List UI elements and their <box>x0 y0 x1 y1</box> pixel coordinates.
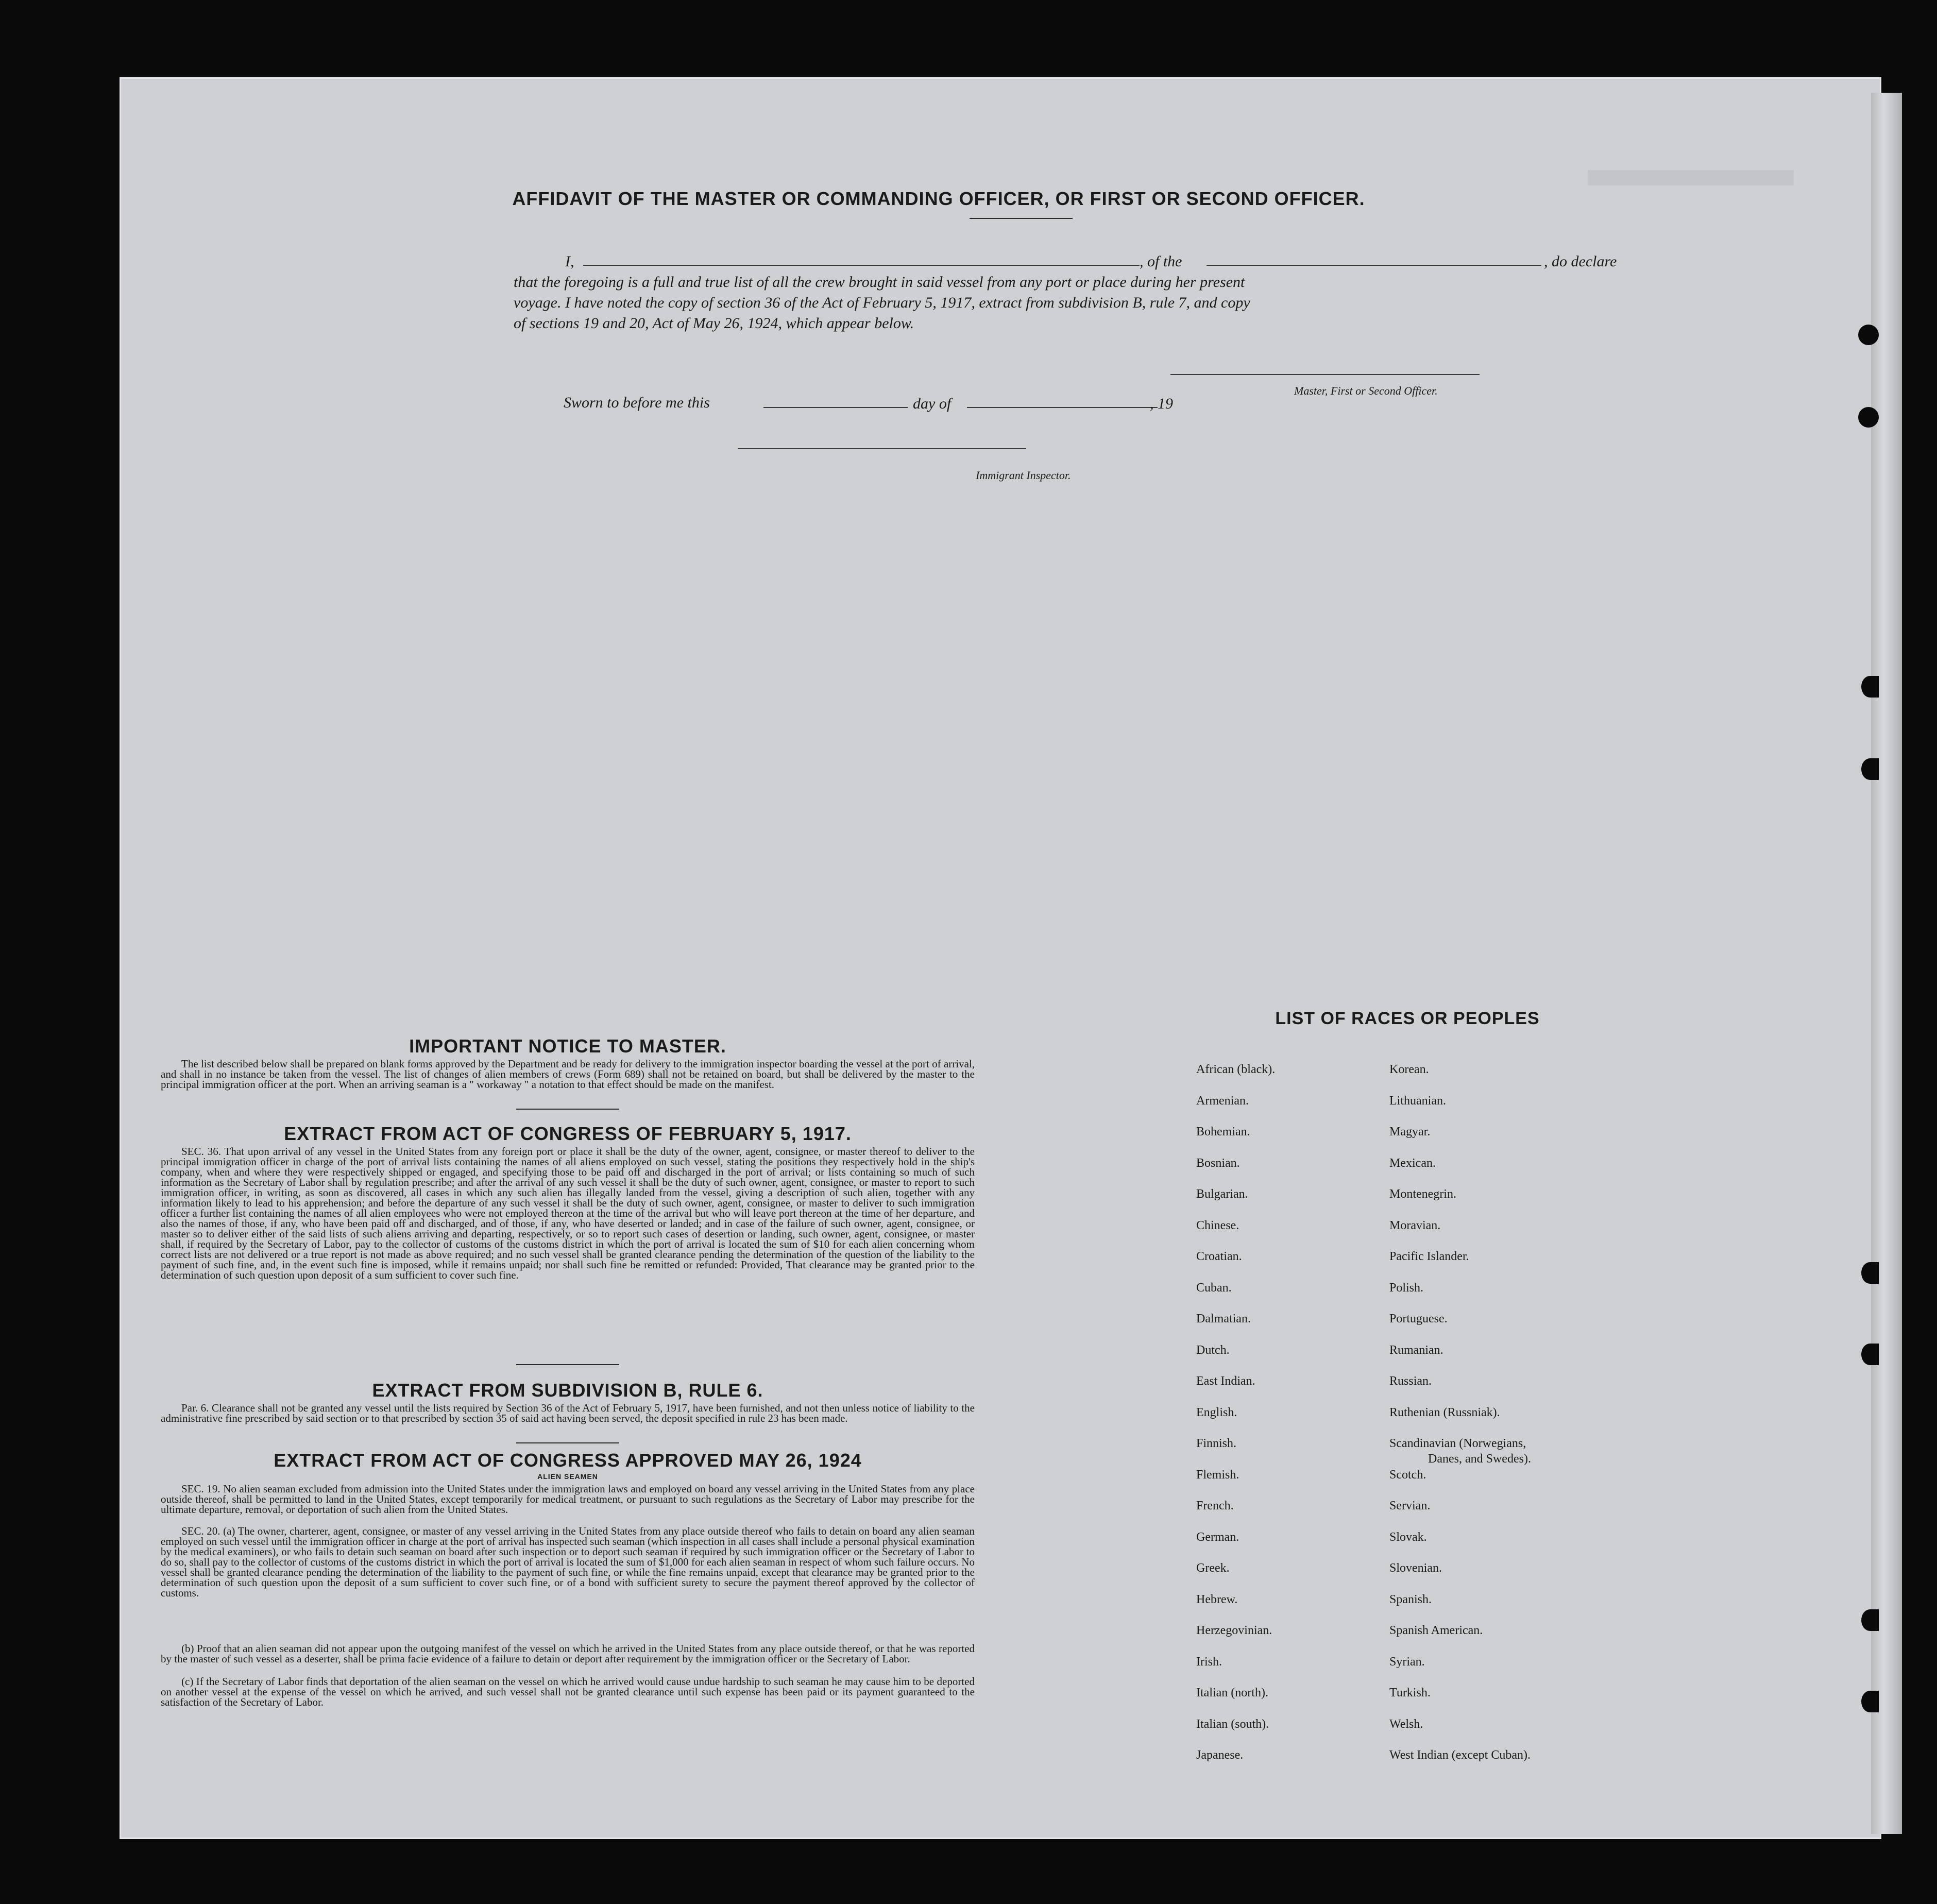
race-item: Slovak. <box>1389 1530 1427 1544</box>
notice-body: The list described below shall be prepared on blank forms approved by the Department and be ready for delivery to the immigration inspector boarding the vessel at the port of arrival, and shall in no instance be taken from the vessel. The list of changes of alien members of crews (Form 689) shall not be retained on board, but shall be delivered by the master to the principal immigration officer at the port. When an arriving seaman is a " workaway " a notation to that effect should be made on the manifest. <box>161 1058 975 1091</box>
race-item: Servian. <box>1389 1499 1431 1512</box>
notice-rule <box>516 1109 619 1110</box>
race-item: Bosnian. <box>1196 1156 1240 1170</box>
race-item: Herzegovinian. <box>1196 1624 1272 1637</box>
binder-hole <box>1861 758 1879 780</box>
binder-hole <box>1861 676 1879 698</box>
binder-hole <box>1861 1691 1879 1712</box>
title-rule <box>970 218 1073 219</box>
affidavit-of-the: , of the <box>1140 253 1182 270</box>
sworn-label: Sworn to before me this <box>564 394 710 411</box>
race-item: Slovenian. <box>1389 1561 1442 1575</box>
subdivision-b-body: Par. 6. Clearance shall not be granted any vessel until the lists required by Section 36 of the Act of February 5, 1917, have been furnished, and not then unless notice of liability to the administrative fine prescribed by said section or to that prescribed by section 35 of said act having been served, the deposit specified in rule 23 has been made. <box>161 1402 975 1424</box>
race-item: Spanish. <box>1389 1592 1432 1606</box>
affidavit-line-4: of sections 19 and 20, Act of May 26, 1924, which appear below. <box>514 315 914 332</box>
master-signature-line[interactable] <box>1170 374 1480 375</box>
race-item: East Indian. <box>1196 1374 1255 1388</box>
race-item: Danes, and Swedes). <box>1428 1452 1531 1466</box>
extract-1924-sec-20b: (b) Proof that an alien seaman did not appear upon the outgoing manifest of the vessel on which he arrived in the United States from any place outside thereof, or that he was reported by the master of such vessel as a deserter, shall be prima facie evidence of a failure to detain or deport after requirement by the immigration officer or the Secretary of Labor. <box>161 1642 975 1665</box>
race-item: German. <box>1196 1530 1239 1544</box>
race-item: Magyar. <box>1389 1125 1431 1138</box>
binder-hole <box>1858 407 1879 428</box>
affidavit-line-2: that the foregoing is a full and true list of all the crew brought in said vessel from any port or place during her present <box>514 274 1245 291</box>
race-item: Cuban. <box>1196 1281 1232 1295</box>
inspector-signature-line[interactable] <box>738 448 1026 449</box>
race-item: Bulgarian. <box>1196 1187 1248 1201</box>
race-item: Lithuanian. <box>1389 1094 1446 1108</box>
extract-1917-body: SEC. 36. That upon arrival of any vessel in the United States from any foreign port or place it shall be the duty of the owner, agent, consignee, or master thereof to deliver to the principal immigration officer in charge of the port of arrival lists containing the names of all aliens employed on such vessel, stating the positions they respectively hold in the ship's company, when and where they were respectively shipped or engaged, and specifying those to be paid off and discharged in the port of arrival; or lists containing so much of such information as the Secretary of Labor shall by regulation prescribe; and after the arrival of any such vessel it shall be the duty of such owner, agent, consignee, or master to report to such immigration officer, in writing, as soon as discovered, all cases in which any such alien has illegally landed from the vessel, giving a description of such alien, together with any information likely to lead to his apprehension; and before the departure of any such vessel it shall be the duty of such owner, agent, consignee, or master to deliver to such immigration officer a further list containing the names of all alien employees who were not employed thereon at the time of the arrival but who will leave port thereon at the time of her departure, and also the names of those, if any, who have been paid off and discharged, and of those, if any, who have deserted or landed; and in case of the failure of such owner, agent, consignee, or master so to deliver either of the said lists of such aliens arriving and departing, respectively, or so to report such cases of desertion or landing, such owner, agent, consignee, or master shall, if required by the Secretary of Labor, pay to the collector of customs of the customs district in which the port of arrival is located the sum of $10 for each alien concerning whom correct lists are not delivered or a true report is not made as above required; and no such vessel shall be granted clearance pending the determination of the question of the liability to the payment of such fine, and, in the event such fine is imposed, while it remains unpaid; nor shall such fine be remitted or refunded: Provided, That clearance may be granted prior to the determination of such question upon deposit of a sum sufficient to cover such fine. <box>161 1145 975 1281</box>
race-item: Italian (north). <box>1196 1686 1268 1699</box>
extract-1924-title: EXTRACT FROM ACT OF CONGRESS APPROVED MAY 26, 1924 <box>274 1450 862 1471</box>
master-label: Master, First or Second Officer. <box>1294 384 1438 397</box>
race-item: Irish. <box>1196 1655 1222 1669</box>
race-item: Scandinavian (Norwegians, <box>1389 1437 1526 1450</box>
race-item: Russian. <box>1389 1374 1432 1388</box>
race-item: Turkish. <box>1389 1686 1431 1699</box>
extract-1924-sec-20c: (c) If the Secretary of Labor finds that deportation of the alien seaman on the vessel on which he arrived would cause undue hardship to such seaman he may cause him to be deported on another vessel at the expense of the vessel on which he arrived, and such vessel shall not be granted clearance until such expense has been paid or its payment guaranteed to the satisfaction of the Secretary of Labor. <box>161 1675 975 1708</box>
race-item: Flemish. <box>1196 1468 1239 1482</box>
race-item: Armenian. <box>1196 1094 1249 1108</box>
inspector-label: Immigrant Inspector. <box>976 469 1071 482</box>
race-item: Pacific Islander. <box>1389 1250 1469 1263</box>
race-item: Hebrew. <box>1196 1592 1238 1606</box>
race-item: Ruthenian (Russniak). <box>1389 1405 1500 1419</box>
affidavit-line-3: voyage. I have noted the copy of section 36 of the Act of February 5, 1917, extract from subdivision B, rule 7, and copy <box>514 294 1250 311</box>
sworn-month-blank[interactable] <box>967 407 1158 408</box>
subdivision-b-rule <box>516 1442 619 1443</box>
race-item: Portuguese. <box>1389 1312 1448 1325</box>
extract-1924-sec-19: SEC. 19. No alien seaman excluded from admission into the United States under the immigration laws and employed on board any vessel arriving in the United States from any place outside thereof, shall be permitted to land in the United States, except temporarily for medical treatment, or pursuant to such regulations as the Secretary of Labor may prescribe for the ultimate departure, removal, or deportation of such alien from the United States. <box>161 1483 975 1516</box>
vessel-blank[interactable] <box>1207 265 1541 266</box>
bleed-through <box>1588 170 1794 185</box>
extract-1924-sec-20a: SEC. 20. (a) The owner, charterer, agent, consignee, or master of any vessel arriving in the United States from any place outside thereof who fails to detain on board any alien seaman employed on such vessel until the immigration officer in charge at the port of arrival has inspected such seaman (which inspection in all cases shall include a personal physical examination by the medical examiners), or who fails to detain such seaman on board after such inspection or to deport such seaman if required by such immigration officer or the Secretary of Labor to do so, shall pay to the collector of customs of the customs district in which the port of arrival is located the sum of $1,000 for each alien seaman in respect of whom such failure occurs. No vessel shall be granted clearance pending the determination of the liability to the payment of such fine, or while the fine remains unpaid, except that clearance may be granted prior to the determination of such question upon the deposit of a sum sufficient to cover such fine, or of a bond with sufficient surety to secure the payment thereof approved by the collector of customs. <box>161 1525 975 1599</box>
race-item: Dalmatian. <box>1196 1312 1251 1325</box>
extract-1917-title: EXTRACT FROM ACT OF CONGRESS OF FEBRUARY 5, 1917. <box>284 1123 852 1144</box>
binder-hole <box>1861 1344 1879 1365</box>
race-item: Finnish. <box>1196 1437 1237 1450</box>
year-label: , 19 <box>1150 395 1173 412</box>
name-blank[interactable] <box>583 265 1140 266</box>
race-item: French. <box>1196 1499 1234 1512</box>
race-item: Spanish American. <box>1389 1624 1483 1637</box>
extract-1924-subtitle: ALIEN SEAMEN <box>537 1472 598 1481</box>
race-item: West Indian (except Cuban). <box>1389 1748 1531 1762</box>
race-item: English. <box>1196 1405 1237 1419</box>
race-item: Welsh. <box>1389 1717 1423 1731</box>
race-item: Greek. <box>1196 1561 1230 1575</box>
races-title: LIST OF RACES OR PEOPLES <box>1275 1009 1540 1028</box>
affidavit-i: I, <box>565 253 574 270</box>
race-item: Croatian. <box>1196 1250 1242 1263</box>
affidavit-title: AFFIDAVIT OF THE MASTER OR COMMANDING OFFICER, OR FIRST OR SECOND OFFICER. <box>512 188 1365 209</box>
subdivision-b-title: EXTRACT FROM SUBDIVISION B, RULE 6. <box>372 1380 763 1401</box>
race-item: Chinese. <box>1196 1218 1239 1232</box>
race-item: Syrian. <box>1389 1655 1425 1669</box>
race-item: Italian (south). <box>1196 1717 1269 1731</box>
race-item: Rumanian. <box>1389 1343 1443 1357</box>
sworn-day-blank[interactable] <box>763 407 908 408</box>
extract-1917-rule <box>516 1364 619 1365</box>
binder-hole <box>1861 1609 1879 1631</box>
day-of-label: day of <box>913 395 951 412</box>
race-item: Korean. <box>1389 1063 1429 1076</box>
race-item: Mexican. <box>1389 1156 1436 1170</box>
race-item: Montenegrin. <box>1389 1187 1456 1201</box>
binder-hole <box>1861 1262 1879 1284</box>
race-item: Bohemian. <box>1196 1125 1250 1138</box>
race-item: Japanese. <box>1196 1748 1244 1762</box>
affidavit-declare: , do declare <box>1544 253 1617 270</box>
notice-title: IMPORTANT NOTICE TO MASTER. <box>409 1035 726 1057</box>
binder-hole <box>1858 325 1879 345</box>
page-edge-stack <box>1871 93 1902 1834</box>
race-item: Dutch. <box>1196 1343 1230 1357</box>
race-item: African (black). <box>1196 1063 1276 1076</box>
document-sheet <box>120 77 1881 1839</box>
race-item: Scotch. <box>1389 1468 1426 1482</box>
race-item: Polish. <box>1389 1281 1424 1295</box>
race-item: Moravian. <box>1389 1218 1441 1232</box>
